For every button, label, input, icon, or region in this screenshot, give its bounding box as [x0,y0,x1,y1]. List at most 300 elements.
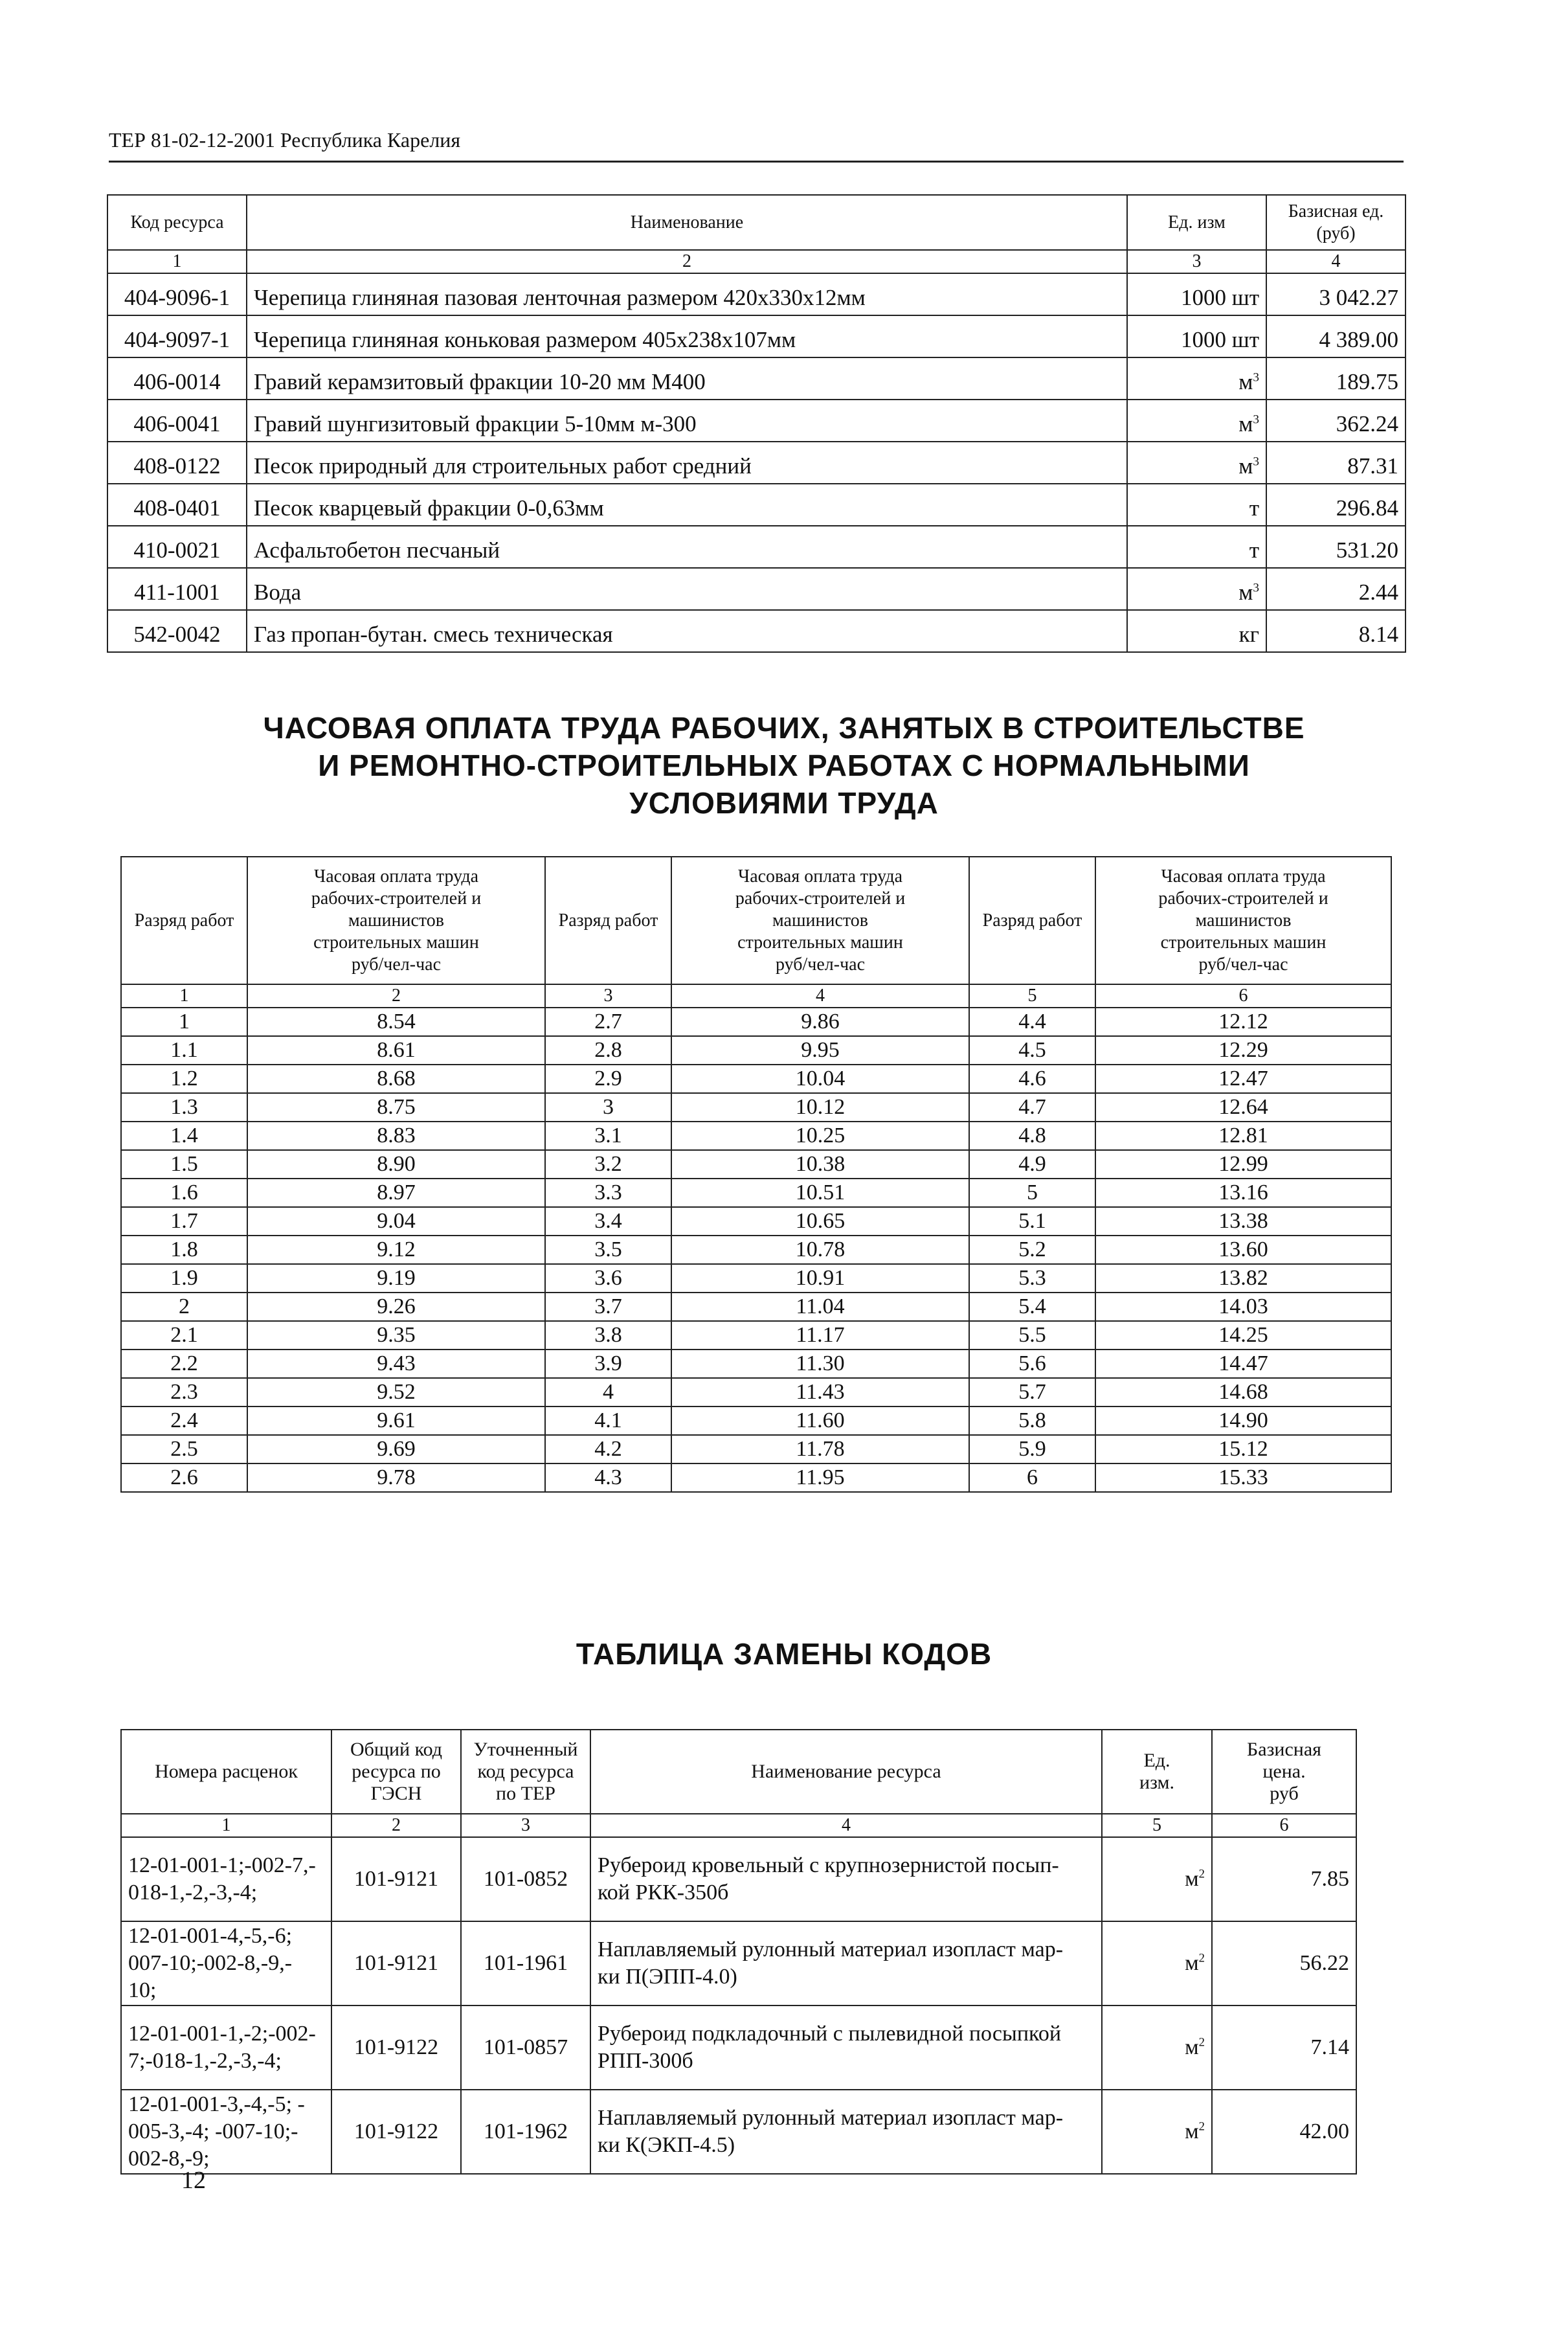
grade-cell: 3.8 [545,1321,671,1350]
text-line: машинистов [772,910,868,931]
specified-code-cell: 101-1962 [461,2090,590,2174]
header-name: Наименование [247,195,1127,250]
rate-cell: 14.68 [1095,1378,1391,1407]
resource-code-cell: 410-0021 [107,526,247,568]
text-line: Часовая оплата труда [314,866,478,887]
resource-code-cell: 406-0041 [107,400,247,442]
column-number: 6 [1095,984,1391,1008]
wage-row [121,1264,1391,1293]
specified-code-cell: 101-0857 [461,2005,590,2090]
grade-cell: 5.7 [969,1378,1095,1407]
column-number-row [121,1814,1356,1837]
unit-cell [1127,610,1266,652]
specified-code-cell: 101-0852 [461,1837,590,1921]
unit-text: м [1238,453,1253,479]
grade-cell: 3 [545,1093,671,1122]
rate-cell: 12.99 [1095,1150,1391,1179]
resource-code-cell: 411-1001 [107,568,247,610]
unit-cell [1102,1921,1212,2005]
rate-cell: 10.65 [671,1207,969,1236]
materials-table [107,194,1406,653]
unit-cell [1102,2090,1212,2174]
code-row [121,1837,1356,1921]
rate-cell: 10.78 [671,1236,969,1264]
text-line: руб/чел-час [351,954,442,975]
column-number: 3 [545,984,671,1008]
resource-name-cell [590,1837,1102,1921]
unit-cell [1127,357,1266,400]
text-line: Уточненный [473,1739,578,1760]
header-specified-code [461,1730,590,1814]
unit-text: м [1185,2035,1199,2059]
text-line: строительных машин [737,932,903,953]
text-line: рабочих-строителей и [1158,888,1328,909]
rate-cell: 15.12 [1095,1435,1391,1463]
rate-cell: 9.78 [247,1463,545,1492]
header-hourly-rate [1095,857,1391,984]
base-price-cell: 8.14 [1266,610,1406,652]
rate-cell: 9.61 [247,1407,545,1435]
material-row [107,400,1406,442]
grade-cell: 2.1 [121,1321,247,1350]
unit-text: м [1185,2119,1199,2143]
rate-cell: 11.95 [671,1463,969,1492]
title-line: ЧАСОВАЯ ОПЛАТА ТРУДА РАБОЧИХ, ЗАНЯТЫХ В СТРОИТЕЛЬСТВЕ [263,711,1305,745]
grade-cell: 5.6 [969,1350,1095,1378]
material-row [107,315,1406,357]
resource-name-cell: Асфальтобетон песчаный [247,526,1127,568]
page-header: ТЕР 81-02-12-2001 Республика Карелия [109,128,461,152]
wage-row [121,1350,1391,1378]
material-row [107,357,1406,400]
rate-cell: 10.12 [671,1093,969,1122]
rate-cell: 11.78 [671,1435,969,1463]
text-line: Рубероид подкладочный с пылевидной посыпкой [598,2022,1062,2046]
rate-cell: 13.16 [1095,1179,1391,1207]
header-grade: Разряд работ [969,857,1095,984]
wages-table-body [121,1008,1391,1492]
grade-cell: 4.4 [969,1008,1095,1036]
rate-cell: 8.75 [247,1093,545,1122]
column-number: 5 [969,984,1095,1008]
column-number: 2 [247,250,1127,273]
column-number: 4 [590,1814,1102,1837]
header-unit [1102,1730,1212,1814]
unit-cell [1127,442,1266,484]
rate-cell: 14.03 [1095,1293,1391,1321]
unit-cell [1127,315,1266,357]
unit-text: т [1249,495,1259,521]
unit-superscript: 2 [1198,2035,1205,2050]
grade-cell: 3.5 [545,1236,671,1264]
header-hourly-rate [247,857,545,984]
column-number-row [107,250,1406,273]
unit-cell [1127,526,1266,568]
text-line: строительных машин [313,932,479,953]
rate-cell: 12.47 [1095,1065,1391,1093]
column-number: 5 [1102,1814,1212,1837]
rate-cell: 8.83 [247,1122,545,1150]
base-price-cell: 87.31 [1266,442,1406,484]
resource-name-cell: Черепица глиняная пазовая ленточная размером 420x330x12мм [247,273,1127,315]
grade-cell: 5.8 [969,1407,1095,1435]
general-code-cell: 101-9121 [331,1921,461,2005]
rate-cell: 8.61 [247,1036,545,1065]
rate-cell: 11.60 [671,1407,969,1435]
grade-cell: 3.7 [545,1293,671,1321]
grade-cell: 4.2 [545,1435,671,1463]
grade-cell: 2 [121,1293,247,1321]
header-rule [109,161,1404,163]
wages-header-row [121,857,1391,984]
grade-cell: 5.5 [969,1321,1095,1350]
resource-name-cell [590,2090,1102,2174]
price-cell: 42.00 [1212,2090,1356,2174]
rate-cell: 14.47 [1095,1350,1391,1378]
unit-text: 1000 шт [1181,285,1259,310]
grade-cell: 1.2 [121,1065,247,1093]
column-number: 3 [1127,250,1266,273]
rate-cell: 11.17 [671,1321,969,1350]
text-line: рабочих-строителей и [311,888,482,909]
grade-cell: 5.3 [969,1264,1095,1293]
resource-name-cell: Гравий керамзитовый фракции 10-20 мм М400 [247,357,1127,400]
rate-cell: 11.43 [671,1378,969,1407]
text-line: ки П(ЭПП-4.0) [598,1965,737,1989]
code-row [121,2090,1356,2174]
rate-cell: 9.19 [247,1264,545,1293]
resource-code-cell: 408-0122 [107,442,247,484]
text-line: изм. [1139,1772,1174,1793]
grade-cell: 5 [969,1179,1095,1207]
rate-cell: 9.69 [247,1435,545,1463]
rate-cell: 9.52 [247,1378,545,1407]
column-number: 3 [461,1814,590,1837]
resource-name-cell [590,1921,1102,2005]
grade-cell: 4.7 [969,1093,1095,1122]
rate-cell: 11.30 [671,1350,969,1378]
grade-cell: 1.5 [121,1150,247,1179]
rate-cell: 13.82 [1095,1264,1391,1293]
rate-cell: 8.90 [247,1150,545,1179]
codes-table-body [121,1837,1356,2174]
grade-cell: 4.1 [545,1407,671,1435]
grade-cell: 1.6 [121,1179,247,1207]
unit-superscript: 2 [1198,1951,1205,1965]
base-price-cell: 296.84 [1266,484,1406,526]
column-number: 2 [331,1814,461,1837]
text-line: Ед. [1143,1750,1170,1771]
wage-row [121,1463,1391,1492]
text-line: код ресурса [477,1761,574,1782]
text-line: Наплавляемый рулонный материал изопласт мар- [598,2106,1064,2130]
price-cell: 56.22 [1212,1921,1356,2005]
base-price-cell: 362.24 [1266,400,1406,442]
resource-code-cell: 408-0401 [107,484,247,526]
wage-row [121,1207,1391,1236]
title-line: УСЛОВИЯМИ ТРУДА [629,786,939,820]
general-code-cell: 101-9122 [331,2090,461,2174]
resource-name-cell: Газ пропан-бутан. смесь техническая [247,610,1127,652]
rates-cell [121,2005,331,2090]
grade-cell: 2.3 [121,1378,247,1407]
grade-cell: 5.4 [969,1293,1095,1321]
rate-cell: 15.33 [1095,1463,1391,1492]
wage-row [121,1065,1391,1093]
text-line: ресурса по [352,1761,441,1782]
rates-cell [121,1837,331,1921]
rate-cell: 9.43 [247,1350,545,1378]
base-price-cell: 3 042.27 [1266,273,1406,315]
rate-cell: 9.86 [671,1008,969,1036]
text-line: 007-10;-002-8,-9,- [128,1951,293,1975]
wage-row [121,1378,1391,1407]
grade-cell: 3.9 [545,1350,671,1378]
text-line: руб/чел-час [1198,954,1288,975]
header-base-price: Базисная ед. (руб) [1266,195,1406,250]
rate-cell: 10.51 [671,1179,969,1207]
text-line: строительных машин [1160,932,1327,953]
header-rates: Номера расценок [121,1730,331,1814]
specified-code-cell: 101-1961 [461,1921,590,2005]
grade-cell: 4.5 [969,1036,1095,1065]
column-number: 1 [121,1814,331,1837]
resource-code-cell: 406-0014 [107,357,247,400]
price-cell: 7.85 [1212,1837,1356,1921]
grade-cell: 4 [545,1378,671,1407]
resource-name-cell: Песок кварцевый фракции 0-0,63мм [247,484,1127,526]
unit-cell [1127,484,1266,526]
wage-row [121,1179,1391,1207]
grade-cell: 2.2 [121,1350,247,1378]
grade-cell: 2.7 [545,1008,671,1036]
title-line: И РЕМОНТНО-СТРОИТЕЛЬНЫХ РАБОТАХ С НОРМАЛЬНЫМИ [318,749,1250,782]
code-row [121,2005,1356,2090]
text-line: 7;-018-1,-2,-3,-4; [128,2049,282,2073]
unit-text: 1000 шт [1181,327,1259,352]
grade-cell: 1.1 [121,1036,247,1065]
grade-cell: 1.3 [121,1093,247,1122]
wage-row [121,1236,1391,1264]
text-line: кой РКК-350б [598,1881,729,1904]
grade-cell: 5.1 [969,1207,1095,1236]
header-resource-name: Наименование ресурса [590,1730,1102,1814]
text-line: по ТЕР [496,1783,555,1804]
rate-cell: 8.54 [247,1008,545,1036]
resource-code-cell: 404-9097-1 [107,315,247,357]
text-line: 10; [128,1978,157,2002]
rate-cell: 10.04 [671,1065,969,1093]
column-number: 6 [1212,1814,1356,1837]
wages-table [120,856,1392,1493]
grade-cell: 4.8 [969,1122,1095,1150]
rate-cell: 13.60 [1095,1236,1391,1264]
resource-code-cell: 542-0042 [107,610,247,652]
header-hourly-rate [671,857,969,984]
text-line: ГЭСН [370,1783,422,1804]
text-line: 002-8,-9; [128,2147,210,2171]
column-number: 1 [121,984,247,1008]
grade-cell: 4.3 [545,1463,671,1492]
rate-cell: 10.25 [671,1122,969,1150]
base-price-cell: 531.20 [1266,526,1406,568]
grade-cell: 1 [121,1008,247,1036]
grade-cell: 3.1 [545,1122,671,1150]
header-grade: Разряд работ [545,857,671,984]
resource-name-cell: Гравий шунгизитовый фракции 5-10мм м-300 [247,400,1127,442]
rates-cell [121,1921,331,2005]
unit-superscript: 3 [1253,581,1259,595]
text-line: цена. [1262,1761,1306,1782]
unit-text: кг [1238,622,1259,647]
page-number: 12 [181,2167,206,2194]
wage-row [121,1407,1391,1435]
code-row [121,1921,1356,2005]
header-general-code [331,1730,461,1814]
column-number: 4 [1266,250,1406,273]
resource-name-cell: Песок природный для строительных работ средний [247,442,1127,484]
wage-row [121,1008,1391,1036]
grade-cell: 2.6 [121,1463,247,1492]
material-row [107,568,1406,610]
text-line: машинистов [348,910,444,931]
unit-text: т [1249,537,1259,563]
unit-superscript: 3 [1253,370,1259,385]
wage-row [121,1093,1391,1122]
grade-cell: 4.9 [969,1150,1095,1179]
wage-row [121,1435,1391,1463]
unit-text: м [1185,1867,1199,1891]
unit-cell [1102,1837,1212,1921]
text-line: 005-3,-4; -007-10;- [128,2119,298,2143]
unit-superscript: 3 [1253,455,1259,469]
rate-cell: 14.90 [1095,1407,1391,1435]
grade-cell: 5.2 [969,1236,1095,1264]
grade-cell: 1.4 [121,1122,247,1150]
rate-cell: 11.04 [671,1293,969,1321]
materials-table-body [107,273,1406,652]
grade-cell: 3.2 [545,1150,671,1179]
wage-row [121,1321,1391,1350]
text-line: Часовая оплата труда [1161,866,1326,887]
rate-cell: 12.29 [1095,1036,1391,1065]
rates-cell [121,2090,331,2174]
unit-superscript: 3 [1253,412,1259,427]
grade-cell: 1.7 [121,1207,247,1236]
grade-cell: 2.4 [121,1407,247,1435]
materials-header-row [107,195,1406,250]
resource-name-cell: Вода [247,568,1127,610]
wage-row [121,1122,1391,1150]
text-line: 12-01-001-4,-5,-6; [128,1924,293,1948]
text-line: Базисная [1247,1739,1321,1760]
wages-section-title [0,709,1568,822]
grade-cell: 6 [969,1463,1095,1492]
rate-cell: 12.64 [1095,1093,1391,1122]
text-line: Наплавляемый рулонный материал изопласт мар- [598,1938,1064,1961]
text-line: Рубероид кровельный с крупнозернистой посып- [598,1853,1059,1877]
text-line: ки К(ЭКП-4.5) [598,2133,735,2157]
header-grade: Разряд работ [121,857,247,984]
base-price-cell: 4 389.00 [1266,315,1406,357]
header-price [1212,1730,1356,1814]
general-code-cell: 101-9122 [331,2005,461,2090]
text-line: Общий код [350,1739,443,1760]
text-line: 018-1,-2,-3,-4; [128,1881,258,1904]
text-line: РПП-300б [598,2049,693,2073]
base-price-cell: 2.44 [1266,568,1406,610]
codes-table [120,1729,1357,2175]
base-price-cell: 189.75 [1266,357,1406,400]
unit-cell [1127,400,1266,442]
unit-cell [1102,2005,1212,2090]
unit-cell [1127,568,1266,610]
rate-cell: 9.95 [671,1036,969,1065]
text-line: рабочих-строителей и [735,888,906,909]
resource-code-cell: 404-9096-1 [107,273,247,315]
wage-row [121,1150,1391,1179]
wage-row [121,1293,1391,1321]
codes-section-title: ТАБЛИЦА ЗАМЕНЫ КОДОВ [576,1637,992,1671]
unit-text: м [1238,411,1253,436]
material-row [107,273,1406,315]
rate-cell: 8.97 [247,1179,545,1207]
rate-cell: 9.35 [247,1321,545,1350]
header-resource-code: Код ресурса [107,195,247,250]
material-row [107,442,1406,484]
rate-cell: 9.04 [247,1207,545,1236]
rate-cell: 8.68 [247,1065,545,1093]
rate-cell: 9.12 [247,1236,545,1264]
grade-cell: 1.9 [121,1264,247,1293]
text-line: 12-01-001-1,-2;-002- [128,2022,316,2046]
rate-cell: 10.91 [671,1264,969,1293]
column-number: 1 [107,250,247,273]
rate-cell: 9.26 [247,1293,545,1321]
text-line: машинистов [1195,910,1292,931]
grade-cell: 2.8 [545,1036,671,1065]
general-code-cell: 101-9121 [331,1837,461,1921]
grade-cell: 2.9 [545,1065,671,1093]
wage-row [121,1036,1391,1065]
grade-cell: 5.9 [969,1435,1095,1463]
grade-cell: 3.3 [545,1179,671,1207]
text-line: руб/чел-час [775,954,866,975]
rate-cell: 12.12 [1095,1008,1391,1036]
text-line: Часовая оплата труда [738,866,902,887]
grade-cell: 2.5 [121,1435,247,1463]
header-unit: Ед. изм [1127,195,1266,250]
rate-cell: 12.81 [1095,1122,1391,1150]
resource-name-cell [590,2005,1102,2090]
grade-cell: 3.6 [545,1264,671,1293]
codes-header-row [121,1730,1356,1814]
text-line: 12-01-001-1;-002-7,- [128,1853,316,1877]
grade-cell: 1.8 [121,1236,247,1264]
price-cell: 7.14 [1212,2005,1356,2090]
unit-text: м [1238,580,1253,605]
material-row [107,526,1406,568]
rate-cell: 13.38 [1095,1207,1391,1236]
rate-cell: 10.38 [671,1150,969,1179]
grade-cell: 4.6 [969,1065,1095,1093]
material-row [107,484,1406,526]
grade-cell: 3.4 [545,1207,671,1236]
unit-cell [1127,273,1266,315]
text-line: 12-01-001-3,-4,-5; - [128,2092,305,2116]
resource-name-cell: Черепица глиняная коньковая размером 405x238x107мм [247,315,1127,357]
column-number: 4 [671,984,969,1008]
